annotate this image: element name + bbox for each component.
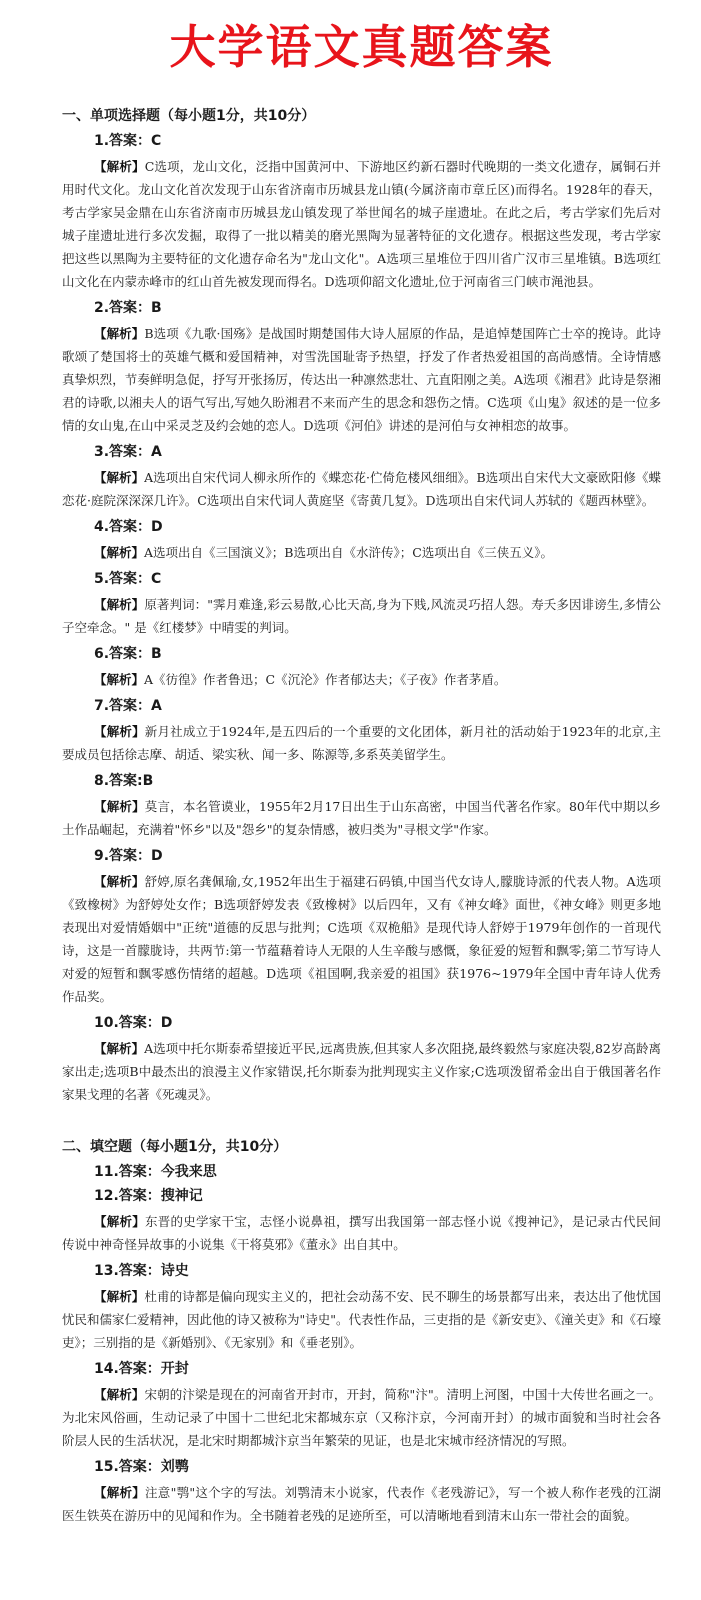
- analysis-paragraph: [62, 1037, 661, 1106]
- answer-line: 9.答案：D: [94, 848, 163, 864]
- analysis-tag: 【解析】: [94, 874, 145, 889]
- answer-line: 15.答案：刘鹗: [94, 1459, 189, 1475]
- analysis-paragraph: [62, 541, 661, 564]
- answer-line: 5.答案：C: [94, 571, 162, 587]
- analysis-text: 杜甫的诗都是偏向现实主义的，把社会动荡不安、民不聊生的场景都写出来，表达出了他忧国忧民和儒家仁爱精神，因此他的诗又被称为"诗史"。代表性作品，三吏指的是《新安吏》、《潼关吏》和《石壕吏》；三别指的是《新婚别》、《无家别》和《垂老别》。: [62, 1289, 662, 1350]
- analysis-text: 新月社成立于1924年,是五四后的一个重要的文化团体，新月社的活动始于1923年的北京,主要成员包括徐志摩、胡适、梁实秋、闻一多、陈源等,多系英美留学生。: [62, 724, 661, 762]
- answer-line: 13.答案：诗史: [94, 1263, 189, 1279]
- analysis-text: 宋朝的汴梁是现在的河南省开封市，开封，简称"汴"。清明上河图，中国十大传世名画之一。为北宋风俗画，生动记录了中国十二世纪北宋都城东京（又称汴京，今河南开封）的城市面貌和当时社会各阶层人民的生活状况，是北宋时期都城汴京当年繁荣的见证，也是北宋城市经济情况的写照。: [62, 1387, 661, 1448]
- answer-line: 3.答案：A: [94, 444, 162, 460]
- analysis-text: 舒婷,原名龚佩瑜,女,1952年出生于福建石码镇,中国当代女诗人,朦胧诗派的代表人物。A选项《致橡树》为舒婷处女作；B选项舒婷发表《致橡树》以后四年，又有《神女峰》面世，《神女峰》则更多地表现出对爱情婚姻中"正统"道德的反思与批判；C选项《双桅船》是现代诗人舒婷于1979年创作的一首现代诗，这是一首朦胧诗，共两节:第一节蕴藉着诗人无限的人生辛酸与感慨，象征爱的短暂和飘零;第二节写诗人对爱的短暂和飘零感伤情绪的超越。D选项《祖国啊,我亲爱的祖国》获1976~1979年全国中青年诗人优秀作品奖。: [62, 874, 661, 1004]
- analysis-text: 注意"鹗"这个字的写法。刘鹗清末小说家，代表作《老残游记》，写一个被人称作老残的江湖医生铁英在游历中的见闻和作为。全书随着老残的足迹所至，可以清晰地看到清末山东一带社会的面貌。: [62, 1485, 661, 1523]
- answer-line: 8.答案:B: [94, 773, 154, 789]
- analysis-text: 原著判词："霁月难逢,彩云易散,心比天高,身为下贱,风流灵巧招人怨。寿夭多因诽谤生,多情公子空牵念。" 是《红楼梦》中晴雯的判词。: [62, 597, 661, 635]
- analysis-paragraph: [62, 668, 661, 691]
- analysis-tag: 【解析】: [94, 672, 145, 687]
- document-body: [62, 106, 661, 1527]
- answer-line: 6.答案：B: [94, 646, 162, 662]
- section-heading: 二、填空题（每小题1分，共10分）: [62, 1139, 288, 1155]
- answer-line: 7.答案：A: [94, 698, 162, 714]
- analysis-tag: 【解析】: [94, 799, 145, 814]
- analysis-paragraph: [62, 155, 661, 293]
- analysis-paragraph: [62, 1285, 661, 1354]
- analysis-tag: 【解析】: [94, 1387, 145, 1402]
- answer-line: 11.答案：今我来思: [94, 1164, 217, 1180]
- analysis-paragraph: [62, 720, 661, 766]
- answer-line: 2.答案：B: [94, 300, 162, 316]
- analysis-paragraph: [62, 1481, 661, 1527]
- analysis-text: A选项出自《三国演义》；B选项出自《水浒传》；C选项出自《三侠五义》。: [144, 545, 554, 560]
- analysis-text: 莫言，本名管谟业，1955年2月17日出生于山东高密，中国当代著名作家。80年代中期以乡土作品崛起，充满着"怀乡"以及"怨乡"的复杂情感，被归类为"寻根文学"作家。: [62, 799, 661, 837]
- analysis-paragraph: [62, 1383, 661, 1452]
- analysis-tag: 【解析】: [94, 1041, 145, 1056]
- analysis-paragraph: [62, 795, 661, 841]
- answer-line: 12.答案：搜神记: [94, 1188, 203, 1204]
- page-title: 大学语文真题答案: [169, 20, 554, 74]
- answer-line: 10.答案：D: [94, 1015, 173, 1031]
- answer-line: 14.答案：开封: [94, 1361, 189, 1377]
- analysis-paragraph: [62, 593, 661, 639]
- analysis-paragraph: [62, 322, 661, 437]
- analysis-text: A《彷徨》作者鲁迅；C《沉沦》作者郁达夫；《子夜》作者茅盾。: [144, 672, 507, 687]
- section-heading: 一、单项选择题（每小题1分，共10分）: [62, 108, 316, 124]
- section-spacer: [62, 1111, 661, 1137]
- analysis-text: B选项《九歌·国殇》是战国时期楚国伟大诗人屈原的作品，是追悼楚国阵亡士卒的挽诗。此诗歌颂了楚国将士的英雄气概和爱国精神，对雪洗国耻寄予热望，抒发了作者热爱祖国的高尚感情。全诗情感真挚炽烈，节奏鲜明急促，抒写开张扬厉，传达出一种凛然悲壮、亢直阳刚之美。A选项《湘君》此诗是祭湘君的诗歌,以湘夫人的语气写出,写她久盼湘君不来而产生的思念和怨伤之情。C选项《山鬼》叙述的是一位多情的女山鬼,在山中采灵芝及约会她的恋人。D选项《河伯》讲述的是河伯与女神相恋的故事。: [62, 326, 661, 433]
- analysis-tag: 【解析】: [94, 1485, 146, 1500]
- analysis-tag: 【解析】: [94, 326, 145, 341]
- analysis-text: A选项出自宋代词人柳永所作的《蝶恋花·伫倚危楼风细细》。B选项出自宋代大文豪欧阳修《蝶恋花·庭院深深深几许》。C选项出自宋代词人黄庭坚《寄黄几复》。D选项出自宋代词人苏轼的《题西林壁》。: [62, 470, 661, 508]
- analysis-paragraph: [62, 466, 661, 512]
- answer-line: 4.答案：D: [94, 519, 163, 535]
- analysis-tag: 【解析】: [94, 545, 145, 560]
- analysis-text: A选项中托尔斯泰希望接近平民,远离贵族,但其家人多次阻挠,最终毅然与家庭决裂,82岁高龄离家出走;选项B中最杰出的浪漫主义作家错误,托尔斯泰为批判现实主义作家;C选项泼留希金出自于俄国著名作家果戈理的名著《死魂灵》。: [62, 1041, 661, 1102]
- analysis-tag: 【解析】: [94, 1214, 145, 1229]
- analysis-text: C选项，龙山文化，泛指中国黄河中、下游地区约新石器时代晚期的一类文化遗存，属铜石并用时代文化。龙山文化首次发现于山东省济南市历城县龙山镇(今属济南市章丘区)而得名。1928年的春天，考古学家吴金鼎在山东省济南市历城县龙山镇发现了举世闻名的城子崖遗址。在此之后，考古学家们先后对城子崖遗址进行多次发掘，取得了一批以精美的磨光黑陶为显著特征的文化遗存。根据这些发现，考古学家把这些以黑陶为主要特征的文化遗存命名为"龙山文化"。A选项三星堆位于四川省广汉市三星堆镇。B选项红山文化在内蒙赤峰市的红山首先被发现而得名。D选项仰韶文化遗址,位于河南省三门峡市渑池县。: [62, 159, 661, 289]
- analysis-text: 东晋的史学家干宝，志怪小说鼻祖，撰写出我国第一部志怪小说《搜神记》，是记录古代民间传说中神奇怪异故事的小说集《干将莫邪》《董永》出自其中。: [62, 1214, 661, 1252]
- analysis-paragraph: [62, 1210, 661, 1256]
- analysis-tag: 【解析】: [94, 724, 145, 739]
- analysis-tag: 【解析】: [94, 1289, 145, 1304]
- analysis-tag: 【解析】: [94, 597, 145, 612]
- answer-line: 1.答案：C: [94, 133, 162, 149]
- analysis-tag: 【解析】: [94, 470, 145, 485]
- analysis-paragraph: [62, 870, 661, 1008]
- analysis-tag: 【解析】: [94, 159, 145, 174]
